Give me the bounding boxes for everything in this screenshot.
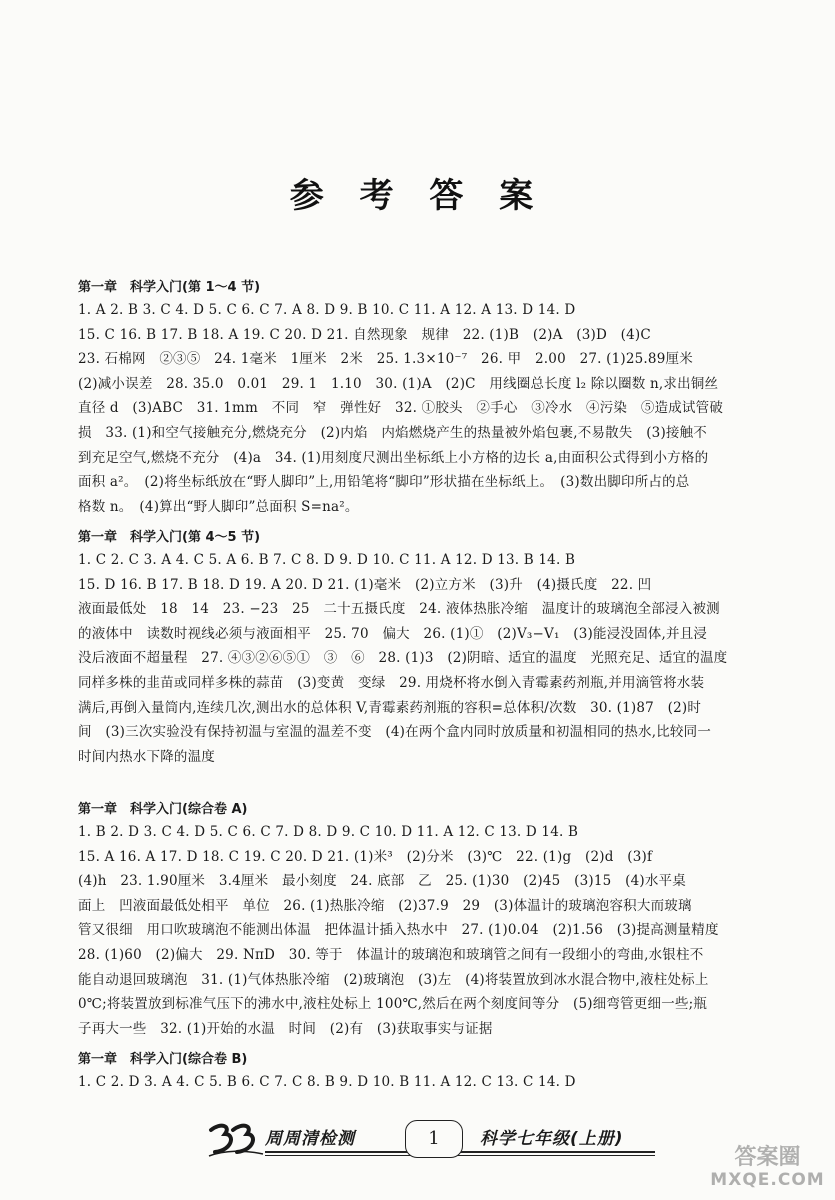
page-number: 1 [405, 1120, 463, 1158]
series-name: 周周清检测 [265, 1129, 355, 1149]
section-heading: 第一章 科学入门(综合卷 A) [78, 802, 248, 817]
answer-line: 23. 石棉网 ②③⑤ 24. 1毫米 1厘米 2米 25. 1.3×10⁻⁷ 26. 甲 2.00 27. (1)25.89厘米 [78, 351, 693, 368]
answer-line: 格数 n。 (4)算出“野人脚印”总面积 S=na²。 [78, 498, 359, 515]
answer-line: 1. C 2. D 3. A 4. C 5. B 6. C 7. C 8. B 9. D 10. B 11. A 12. C 13. C 14. D [78, 1074, 576, 1090]
answer-line: 没后液面不超量程 27. ④③②⑥⑤① ③ ⑥ 28. (1)3 (2)阴暗、适宜的温度 光照充足、适宜的温度 [78, 650, 728, 667]
answer-line: (4)h 23. 1.90厘米 3.4厘米 最小刻度 24. 底部 乙 25. (1)30 (2)45 (3)15 (4)水平桌 [78, 873, 686, 890]
answer-line: 管又很细 用口吹玻璃泡不能测出体温 把体温计插入热水中 27. (1)0.04 (2)1.56 (3)提高测量精度 [78, 922, 719, 939]
watermark-url: MXQE.COM [710, 1170, 825, 1190]
answer-line: 1. A 2. B 3. C 4. D 5. C 6. C 7. A 8. D 9. B 10. C 11. A 12. A 13. D 14. D [78, 302, 576, 318]
answer-line: 时间内热水下降的温度 [78, 748, 215, 765]
answer-line: 到充足空气,燃烧不充分 (4)a 34. (1)用刻度尺测出坐标纸上小方格的边长 a,由面积公式得到小方格的 [78, 449, 709, 466]
answer-line: 15. D 16. B 17. B 18. D 19. A 20. D 21. (1)毫米 (2)立方米 (3)升 (4)摄氏度 22. 凹 [78, 576, 652, 593]
answer-line: (2)减小误差 28. 35.0 0.01 29. 1 1.10 30. (1)A (2)C 用线圈总长度 l₂ 除以圈数 n,求出铜丝 [78, 375, 719, 392]
answer-line: 15. C 16. B 17. B 18. A 19. C 20. D 21. 自然现象 规律 22. (1)B (2)A (3)D (4)C [78, 326, 651, 343]
answer-lines [78, 1070, 768, 1095]
answer-lines [78, 548, 768, 769]
answer-line: 同样多株的韭苗或同样多株的蒜苗 (3)变黄 变绿 29. 用烧杯将水倒入青霉素药剂瓶,并用滴管将水装 [78, 674, 705, 691]
answer-lines [78, 298, 768, 519]
answer-line: 满后,再倒入量筒内,连续几次,测出水的总体积 V,青霉素药剂瓶的容积=总体积/次数 30. (1)87 (2)时 [78, 699, 702, 716]
section-heading: 第一章 科学入门(综合卷 B) [78, 1052, 248, 1067]
answer-section-2 [78, 526, 768, 769]
answer-line: 面上 凹液面最低处相平 单位 26. (1)热胀冷缩 (2)37.9 29 (3)体温计的玻璃泡容积大而玻璃 [78, 897, 692, 914]
subject-label: 科学七年级(上册) [480, 1129, 624, 1149]
page-footer [205, 1120, 655, 1160]
answer-line: 1. B 2. D 3. C 4. D 5. C 6. C 7. D 8. D 9. C 10. D 11. A 12. C 13. D 14. B [78, 824, 579, 840]
watermark [705, 1140, 830, 1198]
answer-line: 28. (1)60 (2)偏大 29. NπD 30. 等于 体温计的玻璃泡和玻璃管之间有一段细小的弯曲,水银柱不 [78, 946, 704, 963]
answer-line: 15. A 16. A 17. D 18. C 19. C 20. D 21. (1)米³ (2)分米 (3)℃ 22. (1)g (2)d (3)f [78, 848, 653, 865]
page-title: 参 考 答 案 [289, 176, 546, 216]
answer-line: 面积 a²。 (2)将坐标纸放在“野人脚印”上,用铅笔将“脚印”形状描在坐标纸上。 (3)数出脚印所占的总 [78, 474, 690, 491]
answer-lines [78, 820, 768, 1041]
answer-line: 液面最低处 18 14 23. −23 25 二十五摄氏度 24. 液体热胀冷缩 温度计的玻璃泡全部浸入被测 [78, 601, 720, 618]
section-heading: 第一章 科学入门(第 4～5 节) [78, 530, 261, 545]
answer-line: 能自动退回玻璃泡 31. (1)气体热胀冷缩 (2)玻璃泡 (3)左 (4)将装置放到冰水混合物中,液柱处标上 [78, 971, 709, 988]
answer-line: 子再大一些 32. (1)开始的水温 时间 (2)有 (3)获取事实与证据 [78, 1020, 493, 1037]
footer-rule-thin [265, 1155, 655, 1156]
answer-section-3 [78, 798, 768, 1041]
answer-line: 1. C 2. C 3. A 4. C 5. A 6. B 7. C 8. D 9. D 10. C 11. A 12. D 13. B 14. B [78, 552, 576, 568]
section-heading: 第一章 科学入门(第 1～4 节) [78, 280, 261, 295]
watermark-text: 答案圈 [734, 1145, 801, 1170]
answer-line: 损 33. (1)和空气接触充分,燃烧充分 (2)内焰 内焰燃烧产生的热量被外焰包裹,不易散失 (3)接触不 [78, 424, 708, 441]
answer-section-1 [78, 276, 768, 519]
answer-section-4 [78, 1048, 768, 1095]
answer-line: 间 (3)三次实验没有保持初温与室温的温差不变 (4)在两个盒内同时放质量和初温相同的热水,比较同一 [78, 724, 712, 741]
answer-line: 0℃;将装置放到标准气压下的沸水中,液柱处标上 100℃,然后在两个刻度间等分 (5)细弯管更细一些;瓶 [78, 996, 708, 1013]
answer-line: 直径 d (3)ABC 31. 1mm 不同 窄 弹性好 32. ①胶头 ②手心 ③冷水 ④污染 ⑤造成试管破 [78, 400, 724, 417]
answer-line: 的液体中 读数时视线必须与液面相平 25. 70 偏大 26. (1)① (2)V₃−V₁ (3)能浸没固体,并且浸 [78, 625, 708, 642]
numeral-33-logo-icon [205, 1120, 265, 1160]
